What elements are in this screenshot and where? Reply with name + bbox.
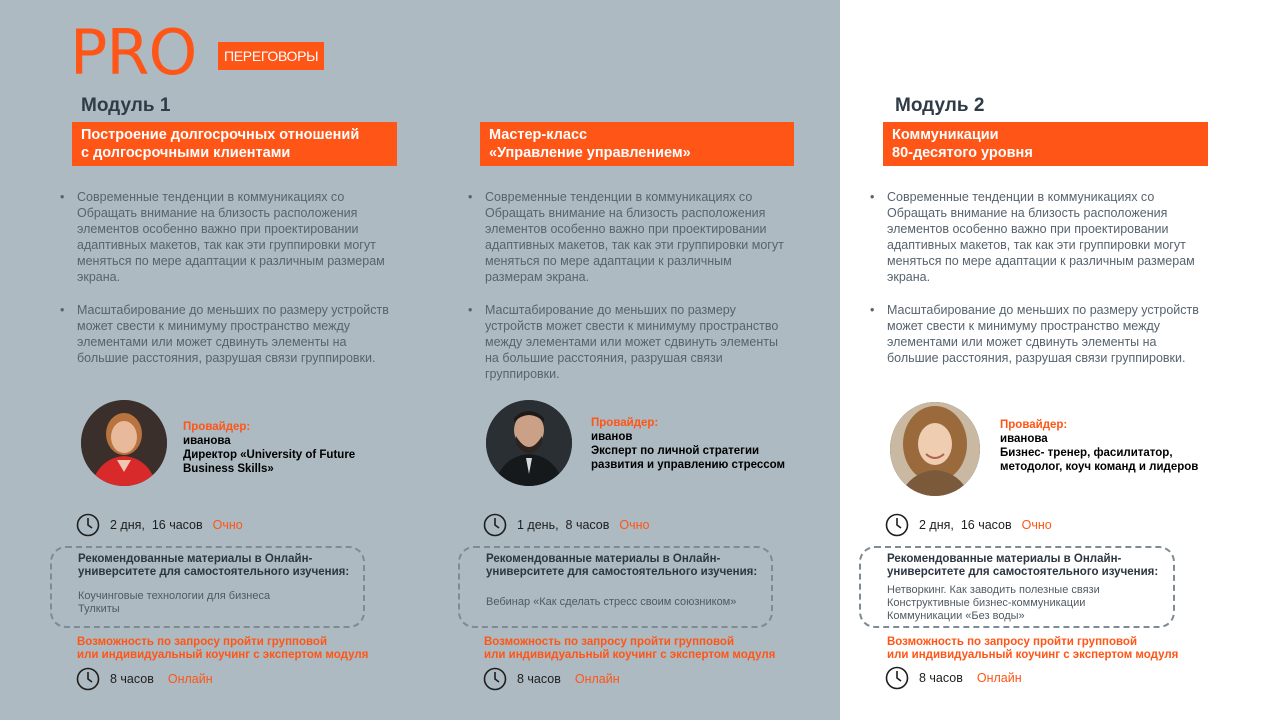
material-item: Тулкиты — [78, 603, 120, 615]
clock-icon — [483, 667, 507, 691]
description-item: • Современные тенденции в коммуникациях со Обращать внимание на близость расположения элементов особенно важно при проектировании адаптивных макетов, так как эти группировки могут меняться по мере адаптации к различным размерам экрана. — [870, 189, 1208, 285]
materials-box: Рекомендованные материалы в Онлайн-университете для самостоятельного изучения: Вебинар «Как сделать стресс своим союзником» — [458, 546, 773, 628]
clock-icon — [483, 513, 507, 537]
duration-row: 2 дня, 16 часов Очно — [885, 513, 1052, 537]
description-item: • Масштабирование до меньших по размеру устройств может свести к минимуму пространство между элементами или может сдвинуть элементы на большие расстояния, разрушая связи группировки. — [60, 302, 395, 366]
course-column-3 — [883, 0, 1223, 720]
logo: PRO — [70, 16, 197, 89]
clock-icon — [885, 666, 909, 690]
provider-avatar — [890, 402, 980, 496]
coaching-duration-row: 8 часов Онлайн — [76, 667, 213, 691]
description-item: • Масштабирование до меньших по размеру устройств может свести к минимуму пространство между элементами или может сдвинуть элементы на большие расстояния, разрушая связи группировки. — [468, 302, 790, 382]
material-item: Нетворкинг. Как заводить полезные связи — [887, 584, 1100, 596]
description-list — [468, 189, 790, 399]
provider-info: Провайдер: иванов Эксперт по личной стратегии развития и управлению стрессом — [591, 417, 786, 471]
clock-icon — [76, 667, 100, 691]
logo-tag: ПЕРЕГОВОРЫ — [218, 42, 324, 70]
course-title: Коммуникации 80-десятого уровня — [883, 122, 1208, 166]
coaching-duration-row: 8 часов Онлайн — [885, 666, 1022, 690]
course-title: Построение долгосрочных отношений с долгосрочными клиентами — [72, 122, 397, 166]
material-item: Вебинар «Как сделать стресс своим союзником» — [486, 596, 737, 608]
provider-avatar — [81, 400, 167, 486]
description-item: • Масштабирование до меньших по размеру устройств может свести к минимуму пространство между элементами или может сдвинуть элементы на большие расстояния, разрушая связи группировки. — [870, 302, 1208, 366]
module-1-label: Модуль 1 — [81, 95, 171, 116]
description-item: • Современные тенденции в коммуникациях со Обращать внимание на близость расположения элементов особенно важно при проектировании адаптивных макетов, так как эти группировки могут меняться по мере адаптации к различным размерам экрана. — [468, 189, 790, 285]
course-column-1 — [72, 0, 412, 720]
description-list — [60, 189, 395, 383]
course-column-2 — [480, 0, 820, 720]
clock-icon — [76, 513, 100, 537]
materials-box: Рекомендованные материалы в Онлайн-университете для самостоятельного изучения: Нетворкинг. Как заводить полезные связи Конструктивные бизнес-коммуникации Коммуникации «Без воды» — [859, 546, 1175, 628]
coaching-duration-row: 8 часов Онлайн — [483, 667, 620, 691]
material-item: Коммуникации «Без воды» — [887, 610, 1025, 622]
materials-box: Рекомендованные материалы в Онлайн-университете для самостоятельного изучения: Коучинговые технологии для бизнеса Тулкиты — [50, 546, 365, 628]
material-item: Конструктивные бизнес-коммуникации — [887, 597, 1086, 609]
duration-row: 1 день, 8 часов Очно — [483, 513, 649, 537]
provider-info: Провайдер: иванова Бизнес- тренер, фасилитатор, методолог, коуч команд и лидеров — [1000, 419, 1199, 473]
course-title: Мастер-класс «Управление управлением» — [480, 122, 794, 166]
description-item: • Современные тенденции в коммуникациях со Обращать внимание на близость расположения элементов особенно важно при проектировании адаптивных макетов, так как эти группировки могут меняться по мере адаптации к различным размерам экрана. — [60, 189, 395, 285]
coaching-note: Возможность по запросу пройти групповой или индивидуальный коучинг с экспертом модуля — [484, 636, 776, 661]
coaching-note: Возможность по запросу пройти групповой или индивидуальный коучинг с экспертом модуля — [77, 636, 369, 661]
clock-icon — [885, 513, 909, 537]
material-item: Коучинговые технологии для бизнеса — [78, 590, 271, 602]
description-list — [870, 189, 1208, 383]
provider-info: Провайдер: иванова Директор «University of Future Business Skills» — [183, 421, 356, 475]
module-2-label: Модуль 2 — [895, 95, 985, 116]
duration-row: 2 дня, 16 часов Очно — [76, 513, 243, 537]
coaching-note: Возможность по запросу пройти групповой или индивидуальный коучинг с экспертом модуля — [887, 636, 1179, 661]
provider-avatar — [486, 400, 572, 486]
